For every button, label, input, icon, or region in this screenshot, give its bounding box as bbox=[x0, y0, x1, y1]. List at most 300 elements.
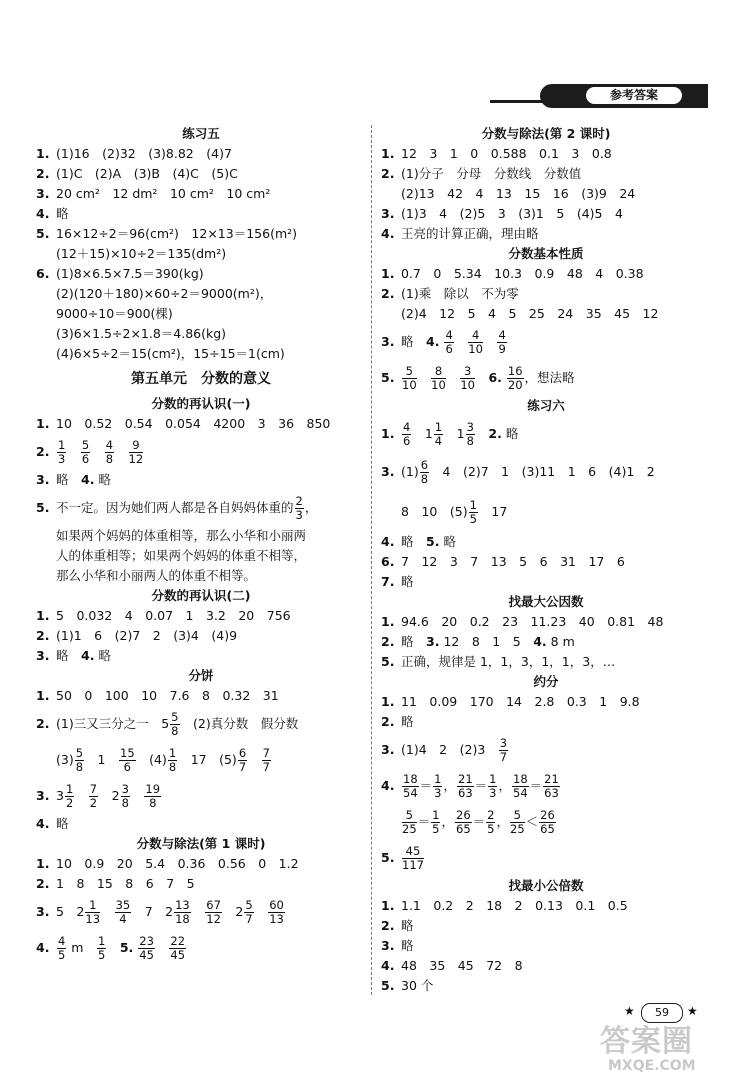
numerator: 3 bbox=[499, 736, 508, 750]
fraction bbox=[499, 737, 508, 764]
denominator: 5 bbox=[58, 948, 66, 962]
item-number: 1. bbox=[381, 694, 395, 709]
answer-text bbox=[418, 370, 431, 385]
numerator: 67 bbox=[206, 898, 221, 912]
answer-item bbox=[36, 686, 366, 706]
denominator: 12 bbox=[128, 452, 144, 466]
denominator: 10 bbox=[431, 378, 446, 392]
answer-text: (2)4 12 5 4 5 25 24 35 45 12 bbox=[401, 306, 659, 321]
numerator: 5 bbox=[171, 710, 179, 724]
denominator: 6 bbox=[445, 342, 453, 356]
item-number: 2. bbox=[381, 286, 395, 301]
section-heading: 分数基本性质 bbox=[508, 246, 584, 261]
item-number: 4. bbox=[36, 206, 50, 221]
answer-item bbox=[36, 894, 366, 930]
fraction bbox=[468, 329, 483, 356]
denominator: 3 bbox=[489, 786, 497, 800]
numerator: 45 bbox=[402, 845, 424, 859]
answer-text: (2)(120＋180)×60÷2＝9000(m²)， bbox=[56, 286, 273, 301]
answer-text bbox=[484, 334, 497, 349]
answer-text: (2)真分数 假分数 bbox=[180, 716, 299, 731]
fraction bbox=[138, 935, 155, 962]
numerator: 4 bbox=[445, 328, 453, 342]
answer-item bbox=[36, 204, 366, 224]
answer-text: 略 bbox=[401, 574, 414, 589]
answer-item bbox=[381, 264, 711, 284]
fraction bbox=[174, 899, 191, 926]
answer-item bbox=[381, 360, 711, 396]
answer-text: 10 0.52 0.54 0.054 4200 3 36 850 bbox=[56, 416, 331, 431]
denominator: 8 bbox=[420, 472, 429, 486]
answer-text: 9000÷10＝900(棵) bbox=[56, 306, 173, 321]
section-heading: 分数的再认识(二) bbox=[151, 588, 251, 603]
answer-text: 那么小华和小丽两人的体重不相等。 bbox=[56, 568, 257, 583]
answer-item bbox=[36, 264, 366, 284]
answer-item bbox=[36, 930, 366, 966]
answer-text: 17 (5) bbox=[178, 752, 237, 767]
numerator: 1 bbox=[469, 498, 477, 512]
fraction bbox=[402, 421, 411, 448]
numerator: 4 bbox=[468, 329, 483, 343]
numerator: 8 bbox=[431, 365, 446, 379]
answer-text: (1)三又三分之一 5 bbox=[56, 716, 170, 731]
answer-text: 略 bbox=[56, 648, 82, 663]
numerator: 4 bbox=[58, 934, 66, 948]
answer-item bbox=[381, 452, 711, 492]
item-number: 1. bbox=[36, 608, 50, 623]
numerator: 35 bbox=[115, 898, 131, 912]
denominator: 10 bbox=[460, 378, 475, 392]
answer-continuation bbox=[36, 244, 366, 264]
answer-text: ，想法略 bbox=[524, 370, 575, 385]
answer-text: m bbox=[67, 940, 96, 955]
answer-text: 7 12 3 7 13 5 6 31 17 6 bbox=[401, 554, 625, 569]
answer-item bbox=[381, 532, 711, 552]
answer-item bbox=[381, 284, 711, 304]
answer-text: 8 m bbox=[546, 634, 575, 649]
answer-text: 人的体重相等；如果两个妈妈的体重不相等， bbox=[56, 548, 307, 563]
watermark-url: MXQE.COM bbox=[608, 1058, 696, 1074]
answer-text: (1)3 4 (2)5 3 (3)1 5 (4)5 4 bbox=[401, 206, 623, 221]
answer-text: 1.1 0.2 2 18 2 0.13 0.1 0.5 bbox=[401, 898, 628, 913]
answer-text: 7 2 bbox=[132, 904, 174, 919]
answer-text: 0.7 0 5.34 10.3 0.9 48 4 0.38 bbox=[401, 266, 644, 281]
right-column bbox=[381, 124, 711, 996]
answer-text: (1)C (2)A (3)B (4)C (5)C bbox=[56, 166, 238, 181]
denominator: 2 bbox=[89, 796, 98, 810]
denominator: 5 bbox=[97, 948, 106, 962]
answer-text: ， bbox=[441, 814, 454, 829]
numerator: 16 bbox=[507, 364, 523, 378]
item-number: 2. bbox=[36, 166, 50, 181]
answer-text bbox=[455, 334, 468, 349]
answer-text: 1 bbox=[412, 426, 433, 441]
fraction bbox=[129, 439, 144, 466]
answer-text: 17 bbox=[478, 504, 508, 519]
answer-text bbox=[156, 940, 169, 955]
answer-item bbox=[381, 692, 711, 712]
numerator: 6 bbox=[238, 746, 247, 760]
item-number: 6. bbox=[488, 370, 502, 385]
fraction bbox=[105, 439, 114, 466]
fraction bbox=[89, 783, 98, 810]
answer-text: ＝ bbox=[529, 778, 543, 793]
answer-continuation bbox=[36, 344, 366, 364]
numerator: 1 bbox=[434, 420, 443, 434]
denominator: 54 bbox=[513, 786, 528, 800]
denominator: 13 bbox=[85, 912, 101, 926]
answer-item bbox=[381, 712, 711, 732]
answer-text: ＝ bbox=[474, 778, 488, 793]
item-number: 3. bbox=[36, 472, 50, 487]
item-number: 1. bbox=[381, 614, 395, 629]
answer-text: (12＋15)×10÷2＝135(dm²) bbox=[56, 246, 227, 261]
answer-text: 20 cm² 12 dm² 10 cm² 10 cm² bbox=[56, 186, 271, 201]
denominator: 20 bbox=[507, 378, 523, 392]
fraction bbox=[57, 439, 66, 466]
item-number: 4. bbox=[381, 226, 395, 241]
answer-item bbox=[36, 606, 366, 626]
fraction bbox=[444, 329, 453, 356]
item-number: 5. bbox=[381, 850, 395, 865]
answer-text: ， bbox=[498, 778, 511, 793]
answer-continuation bbox=[381, 304, 711, 324]
answer-item bbox=[381, 416, 711, 452]
answer-continuation bbox=[36, 742, 366, 778]
denominator: 45 bbox=[170, 948, 186, 962]
item-number: 7. bbox=[381, 574, 395, 589]
answer-text bbox=[91, 444, 104, 459]
answer-text: (1)16 (2)32 (3)8.82 (4)7 bbox=[56, 146, 232, 161]
fraction bbox=[539, 809, 556, 836]
item-number: 4. bbox=[81, 472, 95, 487]
answer-item bbox=[381, 552, 711, 572]
section-heading: 找最大公因数 bbox=[508, 594, 584, 609]
answer-text: 正确，规律是 1，1，3，1，1，3，… bbox=[401, 654, 616, 669]
denominator: 7 bbox=[245, 912, 253, 926]
answer-text: (1) bbox=[401, 464, 419, 479]
numerator: 15 bbox=[120, 746, 135, 760]
item-number: 2. bbox=[381, 918, 395, 933]
answer-item bbox=[36, 490, 366, 526]
section-heading: 练习六 bbox=[527, 398, 565, 413]
answer-item bbox=[381, 572, 711, 592]
answer-text bbox=[476, 370, 489, 385]
answer-item bbox=[381, 632, 711, 652]
left-column bbox=[36, 124, 366, 966]
answer-item bbox=[36, 414, 366, 434]
answer-item bbox=[36, 144, 366, 164]
answer-item bbox=[36, 434, 366, 470]
answer-item bbox=[381, 324, 711, 360]
section-heading: 分数的再认识(一) bbox=[151, 396, 251, 411]
answer-text bbox=[101, 904, 114, 919]
denominator: 4 bbox=[119, 912, 127, 926]
answer-text: (4) bbox=[136, 752, 167, 767]
item-number: 3. bbox=[36, 904, 50, 919]
fraction bbox=[543, 773, 560, 800]
item-number: 1. bbox=[36, 856, 50, 871]
numerator: 22 bbox=[170, 934, 186, 948]
answer-text: 1 bbox=[444, 426, 465, 441]
answer-item bbox=[381, 976, 711, 996]
section-heading: 约分 bbox=[533, 674, 559, 689]
fraction bbox=[488, 773, 497, 800]
numerator: 26 bbox=[456, 808, 471, 822]
answer-item bbox=[381, 936, 711, 956]
item-number: 2. bbox=[381, 166, 395, 181]
fraction bbox=[402, 773, 419, 800]
fraction bbox=[169, 935, 186, 962]
denominator: 3 bbox=[58, 452, 66, 466]
denominator: 25 bbox=[402, 822, 417, 836]
fraction bbox=[457, 773, 474, 800]
denominator: 54 bbox=[403, 786, 418, 800]
fraction bbox=[455, 809, 472, 836]
item-number: 1. bbox=[381, 898, 395, 913]
denominator: 3 bbox=[295, 508, 303, 522]
numerator: 60 bbox=[269, 898, 284, 912]
header-title: 参考答案 bbox=[586, 87, 682, 104]
numerator: 3 bbox=[460, 365, 475, 379]
numerator: 4 bbox=[403, 420, 411, 434]
answer-text: 5 2 bbox=[56, 904, 85, 919]
fraction bbox=[75, 747, 84, 774]
fraction bbox=[434, 421, 443, 448]
fraction bbox=[431, 365, 446, 392]
numerator: 21 bbox=[458, 772, 473, 786]
denominator: 8 bbox=[171, 724, 179, 738]
answer-text: 16×12÷2＝96(cm²) 12×13＝156(m²) bbox=[56, 226, 298, 241]
answer-text: 2 bbox=[99, 788, 120, 803]
item-number: 1. bbox=[381, 426, 395, 441]
answer-text bbox=[476, 426, 489, 441]
numerator: 3 bbox=[466, 420, 474, 434]
item-number: 5. bbox=[381, 978, 395, 993]
item-number: 3. bbox=[426, 634, 440, 649]
denominator: 6 bbox=[81, 452, 90, 466]
denominator: 45 bbox=[139, 948, 154, 962]
fraction bbox=[244, 899, 253, 926]
answer-item bbox=[36, 184, 366, 204]
numerator: 4 bbox=[105, 438, 114, 452]
item-number: 5. bbox=[381, 370, 395, 385]
section-heading: 分数与除法(第 2 课时) bbox=[481, 126, 611, 141]
denominator: 6 bbox=[403, 434, 411, 448]
answer-continuation bbox=[36, 526, 366, 546]
fraction bbox=[81, 439, 90, 466]
answer-item bbox=[381, 652, 711, 672]
fraction bbox=[486, 809, 495, 836]
answer-text: 略 bbox=[439, 534, 456, 549]
item-number: 2. bbox=[488, 426, 502, 441]
section-heading: 练习五 bbox=[182, 126, 220, 141]
item-number: 4. bbox=[81, 648, 95, 663]
denominator: 2 bbox=[65, 796, 74, 810]
answer-text: (1)8×6.5×7.5＝390(kg) bbox=[56, 266, 204, 281]
answer-text: 略 bbox=[94, 648, 111, 663]
watermark-logo: 答案圈 bbox=[600, 1024, 693, 1059]
item-number: 5. bbox=[381, 654, 395, 669]
answer-text bbox=[133, 940, 137, 955]
fraction bbox=[433, 773, 442, 800]
item-number: 2. bbox=[381, 634, 395, 649]
denominator: 7 bbox=[262, 760, 270, 774]
answer-item bbox=[36, 470, 366, 490]
answer-text bbox=[67, 444, 80, 459]
numerator: 21 bbox=[544, 772, 559, 786]
numerator: 6 bbox=[420, 458, 429, 472]
answer-text: ＜ bbox=[525, 814, 539, 829]
numerator: 23 bbox=[139, 934, 154, 948]
numerator: 18 bbox=[403, 772, 418, 786]
denominator: 65 bbox=[456, 822, 471, 836]
answer-item bbox=[36, 224, 366, 244]
answer-text: 1 8 15 8 6 7 5 bbox=[56, 876, 195, 891]
answer-text: 2 bbox=[222, 904, 244, 919]
numerator: 4 bbox=[498, 328, 506, 342]
item-number: 3. bbox=[36, 648, 50, 663]
answer-text: (1)4 2 (2)3 bbox=[401, 742, 498, 757]
item-number: 4. bbox=[533, 634, 547, 649]
numerator: 1 bbox=[58, 438, 66, 452]
answer-item bbox=[381, 732, 711, 768]
fraction bbox=[420, 459, 429, 486]
fraction bbox=[497, 329, 506, 356]
denominator: 5 bbox=[432, 822, 440, 836]
denominator: 8 bbox=[168, 760, 177, 774]
item-number: 1. bbox=[36, 146, 50, 161]
watermark bbox=[600, 1026, 696, 1074]
answer-text: 如果两个妈妈的体重相等，那么小华和小丽两 bbox=[56, 528, 307, 543]
answer-text bbox=[115, 444, 128, 459]
numerator: 5 bbox=[81, 438, 90, 452]
item-number: 2. bbox=[381, 714, 395, 729]
fraction bbox=[168, 747, 177, 774]
answer-text bbox=[248, 752, 261, 767]
answer-text: 不一定。因为她们两人都是各自妈妈体重的 bbox=[56, 500, 294, 515]
denominator: 10 bbox=[468, 342, 483, 356]
answer-continuation bbox=[36, 304, 366, 324]
fraction bbox=[295, 495, 304, 522]
answer-item bbox=[36, 778, 366, 814]
answer-text: 11 0.09 170 14 2.8 0.3 1 9.8 bbox=[401, 694, 640, 709]
answer-text: (1)分子 分母 分数线 分数值 bbox=[401, 166, 582, 181]
column-divider bbox=[371, 125, 372, 995]
numerator: 19 bbox=[145, 782, 161, 796]
fraction bbox=[85, 899, 100, 926]
answer-text: 略 bbox=[56, 472, 82, 487]
answer-text bbox=[439, 334, 443, 349]
denominator: 12 bbox=[206, 912, 221, 926]
answer-text: (1)1 6 (2)7 2 (3)4 (4)9 bbox=[56, 628, 238, 643]
denominator: 117 bbox=[402, 858, 424, 872]
fraction bbox=[115, 899, 132, 926]
numerator: 5 bbox=[75, 746, 84, 760]
fraction bbox=[262, 747, 271, 774]
answer-item bbox=[381, 612, 711, 632]
answer-text: 王亮的计算正确，理由略 bbox=[401, 226, 539, 241]
answer-text: (4)6×5÷2＝15(cm²)，15÷15＝1(cm) bbox=[56, 346, 285, 361]
fraction bbox=[57, 935, 66, 962]
fraction bbox=[65, 783, 74, 810]
answer-item bbox=[381, 164, 711, 184]
item-number: 4. bbox=[36, 816, 50, 831]
denominator: 18 bbox=[175, 912, 190, 926]
denominator: 13 bbox=[269, 912, 284, 926]
denominator: 8 bbox=[121, 796, 129, 810]
star-icon: ★ bbox=[687, 1004, 698, 1018]
answer-text: ， bbox=[443, 778, 456, 793]
answer-continuation bbox=[36, 284, 366, 304]
denominator: 9 bbox=[498, 342, 506, 356]
answer-item bbox=[36, 646, 366, 666]
fraction bbox=[238, 747, 247, 774]
numerator: 1 bbox=[97, 934, 106, 948]
item-number: 5. bbox=[36, 226, 50, 241]
fraction bbox=[507, 365, 524, 392]
fraction bbox=[205, 899, 222, 926]
answer-text: 略 bbox=[56, 206, 69, 221]
fraction bbox=[466, 421, 475, 448]
answer-item bbox=[381, 840, 711, 876]
fraction bbox=[402, 809, 417, 836]
denominator: 10 bbox=[402, 378, 417, 392]
answer-item bbox=[36, 814, 366, 834]
star-icon: ★ bbox=[624, 1004, 635, 1018]
section-heading: 分饼 bbox=[188, 668, 214, 683]
answer-text: 略 bbox=[401, 714, 414, 729]
denominator: 65 bbox=[540, 822, 555, 836]
numerator: 1 bbox=[65, 782, 74, 796]
section-heading: 找最小公倍数 bbox=[508, 878, 584, 893]
item-number: 3. bbox=[381, 206, 395, 221]
fraction bbox=[512, 773, 529, 800]
answer-text: ＝ bbox=[472, 814, 486, 829]
fraction bbox=[402, 845, 424, 872]
answer-item bbox=[381, 896, 711, 916]
item-number: 3. bbox=[36, 788, 50, 803]
answer-text: 48 35 45 72 8 bbox=[401, 958, 523, 973]
answer-text: 略 bbox=[56, 816, 69, 831]
fraction bbox=[460, 365, 475, 392]
numerator: 2 bbox=[487, 808, 495, 822]
answer-text: ， bbox=[496, 814, 509, 829]
answer-text: (3)6×1.5÷2×1.8＝4.86(kg) bbox=[56, 326, 227, 341]
answer-text: 略 bbox=[401, 938, 414, 953]
answer-text: 50 0 100 10 7.6 8 0.32 31 bbox=[56, 688, 279, 703]
page-number: 59 bbox=[641, 1003, 683, 1023]
item-number: 6. bbox=[381, 554, 395, 569]
answer-item bbox=[36, 164, 366, 184]
item-number: 3. bbox=[36, 186, 50, 201]
item-number: 1. bbox=[36, 688, 50, 703]
numerator: 1 bbox=[85, 899, 100, 913]
item-number: 1. bbox=[381, 146, 395, 161]
denominator: 25 bbox=[510, 822, 525, 836]
fraction bbox=[268, 899, 285, 926]
denominator: 5 bbox=[487, 822, 495, 836]
answer-text bbox=[75, 788, 88, 803]
answer-text: 略 bbox=[401, 334, 427, 349]
numerator: 18 bbox=[513, 772, 528, 786]
numerator: 5 bbox=[510, 809, 525, 823]
item-number: 3. bbox=[381, 464, 395, 479]
item-number: 4. bbox=[381, 534, 395, 549]
item-number: 4. bbox=[381, 778, 395, 793]
answer-text: ＝ bbox=[417, 814, 431, 829]
answer-item bbox=[381, 956, 711, 976]
